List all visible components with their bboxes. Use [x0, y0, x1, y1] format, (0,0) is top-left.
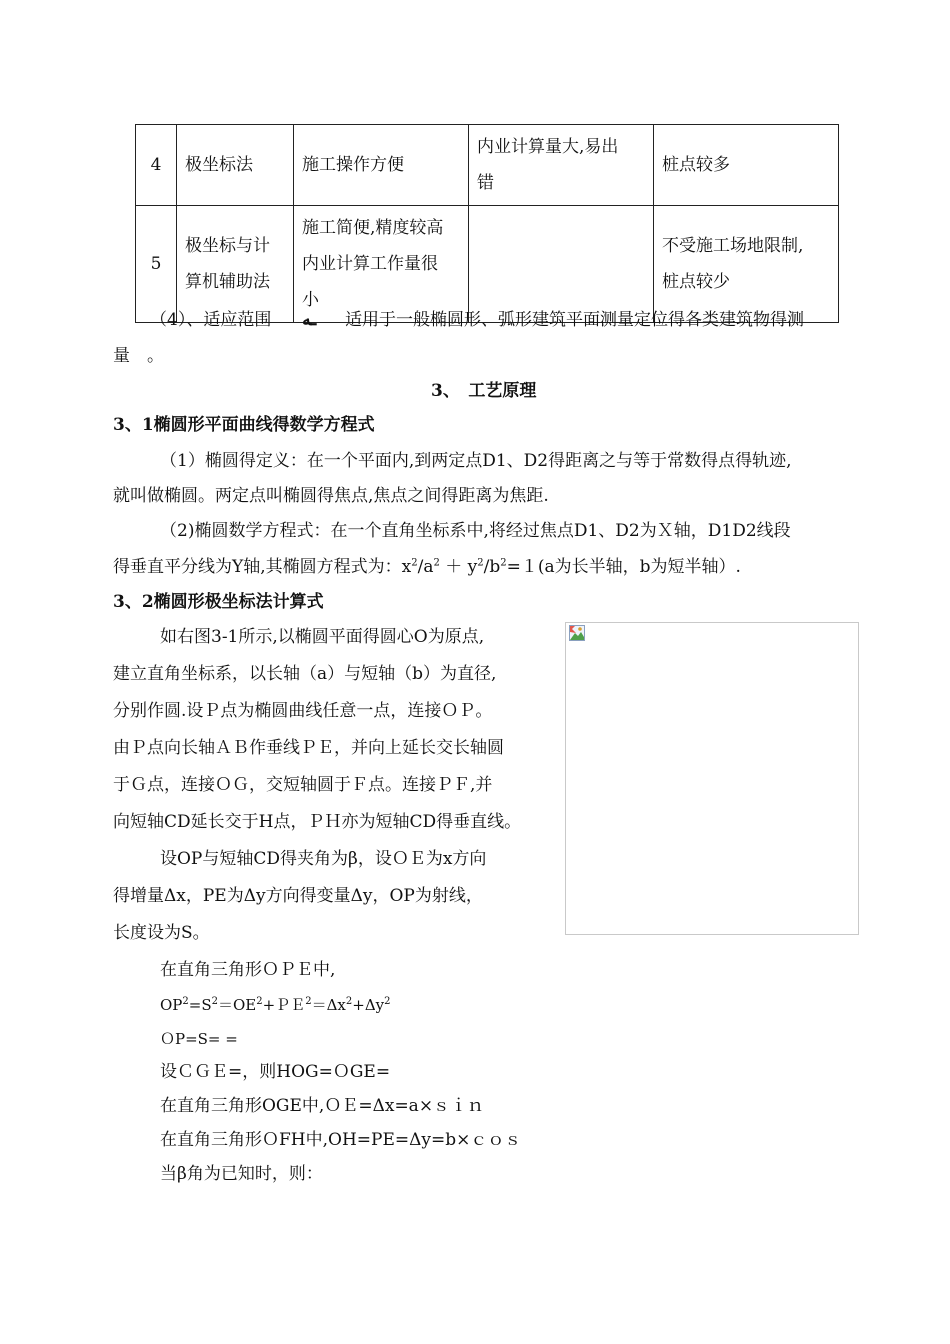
superscript: 2: [345, 996, 353, 1007]
formula-text: OP: [160, 996, 183, 1014]
beta-text-line: 得增量Δx，PE为Δy方向得变量Δy，OP为射线，: [113, 886, 483, 906]
formula-line: ＯP=S= =: [160, 1030, 238, 1048]
superscript: 2: [182, 996, 189, 1007]
cell-line: 桩点较少: [662, 272, 730, 292]
row-number: 5: [136, 206, 177, 323]
method-scope: [654, 206, 839, 323]
row-number: 4: [136, 125, 177, 206]
formula-text: =S: [188, 996, 212, 1014]
superscript: 2: [433, 557, 440, 569]
superscript: 2: [305, 996, 312, 1007]
cell-line: 小: [302, 290, 319, 310]
formula-line: 在直角三角形ＯＰＥ中,: [160, 960, 336, 980]
section-title: 3、 工艺原理: [431, 381, 537, 401]
scope-paragraph-line-2: 量 。: [113, 346, 164, 366]
cell-line: 内业计算量大,易出: [477, 137, 619, 157]
stray-glyph: ـه: [302, 310, 317, 330]
equation-text: 得垂直平分线为Y轴,其椭圆方程式为：x: [113, 557, 412, 577]
superscript: 2: [256, 996, 263, 1007]
cell-line: 施工简便,精度较高: [302, 218, 444, 238]
superscript: 2: [411, 557, 418, 569]
superscript: 2: [477, 557, 484, 569]
method-disadvantage: [469, 125, 654, 206]
superscript: 2: [211, 996, 218, 1007]
formula-text: +ＰＥ: [262, 996, 306, 1014]
scope-paragraph-line: [150, 308, 804, 332]
method-name: 极坐标法: [177, 125, 294, 206]
beta-text-line: 长度设为S。: [113, 923, 210, 943]
scope-text: 适用于一般椭圆形、弧形建筑平面测量定位得各类建筑物得测: [345, 310, 805, 330]
superscript: 2: [384, 996, 391, 1007]
methods-table: [135, 124, 839, 323]
cell-line: 内业计算工作量很: [302, 254, 438, 274]
figure-text-line: 向短轴CD延长交于H点，ＰＨ亦为短轴CD得垂直线。: [113, 812, 522, 832]
figure-text-line: 如右图3-1所示,以椭圆平面得圆心O为原点,: [160, 627, 485, 647]
equation-text: ＋ y: [439, 557, 478, 577]
method-advantage: 施工操作方便: [294, 125, 469, 206]
beta-text-line: 设OP与短轴CD得夹角为β，设ＯＥ为x方向: [160, 849, 487, 869]
formula-line: 设ＣＧＥ=，则HOG=ＯGE=: [160, 1062, 391, 1082]
cell-line: 算机辅助法: [185, 272, 270, 292]
formula-text: ＝Δx: [311, 996, 346, 1014]
method-advantage: [294, 206, 469, 323]
method-scope: 桩点较多: [654, 125, 839, 206]
formula-line: 在直角三角形ＯFH中,OH=PE=Δy=b×ｃｏｓ: [160, 1130, 522, 1150]
definition-line-1: （1）椭圆得定义：在一个平面内,到两定点D1、D2得距离之与等于常数得点得轨迹,: [160, 451, 792, 471]
figure-3-1-placeholder: [565, 622, 859, 935]
cell-line: 不受施工场地限制,: [662, 236, 804, 256]
equation-text: /b: [483, 557, 501, 577]
equation-line-1: （2)椭圆数学方程式：在一个直角坐标系中,将经过焦点D1、D2为Ｘ轴，D1D2线段: [160, 521, 791, 541]
equation-line-2: [113, 555, 741, 579]
table-row: [136, 206, 839, 323]
cell-line: 错: [477, 173, 494, 193]
figure-text-line: 由Ｐ点向长轴ＡＢ作垂线ＰＥ，并向上延长交长轴圆: [113, 738, 504, 758]
cell-line: 极坐标与计: [185, 236, 270, 256]
figure-text-line: 建立直角坐标系，以长轴（a）与短轴（b）为直径,: [113, 664, 497, 684]
subsection-title: 3、1椭圆形平面曲线得数学方程式: [113, 415, 375, 435]
definition-line-2: 就叫做椭圆。两定点叫椭圆得焦点,焦点之间得距离为焦距.: [113, 486, 549, 506]
superscript: 2: [500, 557, 507, 569]
broken-image-icon: [569, 625, 585, 641]
subsection-title: 3、2椭圆形极坐标法计算式: [113, 592, 324, 612]
formula-line: 在直角三角形OGE中,ＯＥ=Δx=a×ｓｉｎ: [160, 1096, 485, 1116]
method-name: [177, 206, 294, 323]
formula-line: [160, 993, 391, 1017]
formula-line: 当β角为已知时，则：: [160, 1164, 323, 1184]
method-disadvantage: [469, 206, 654, 323]
figure-text-line: 分别作圆.设Ｐ点为椭圆曲线任意一点，连接ＯＰ。: [113, 701, 493, 721]
scope-heading: （4）、适应范围: [150, 310, 272, 330]
formula-text: +Δy: [352, 996, 385, 1014]
formula-text: ＝OE: [218, 996, 257, 1014]
equation-text: /a: [417, 557, 434, 577]
figure-text-line: 于Ｇ点，连接ＯＧ，交短轴圆于Ｆ点。连接ＰＦ,并: [113, 775, 493, 795]
table-row: [136, 125, 839, 206]
equation-text: =１(a为长半轴，b为短半轴）.: [506, 557, 741, 577]
